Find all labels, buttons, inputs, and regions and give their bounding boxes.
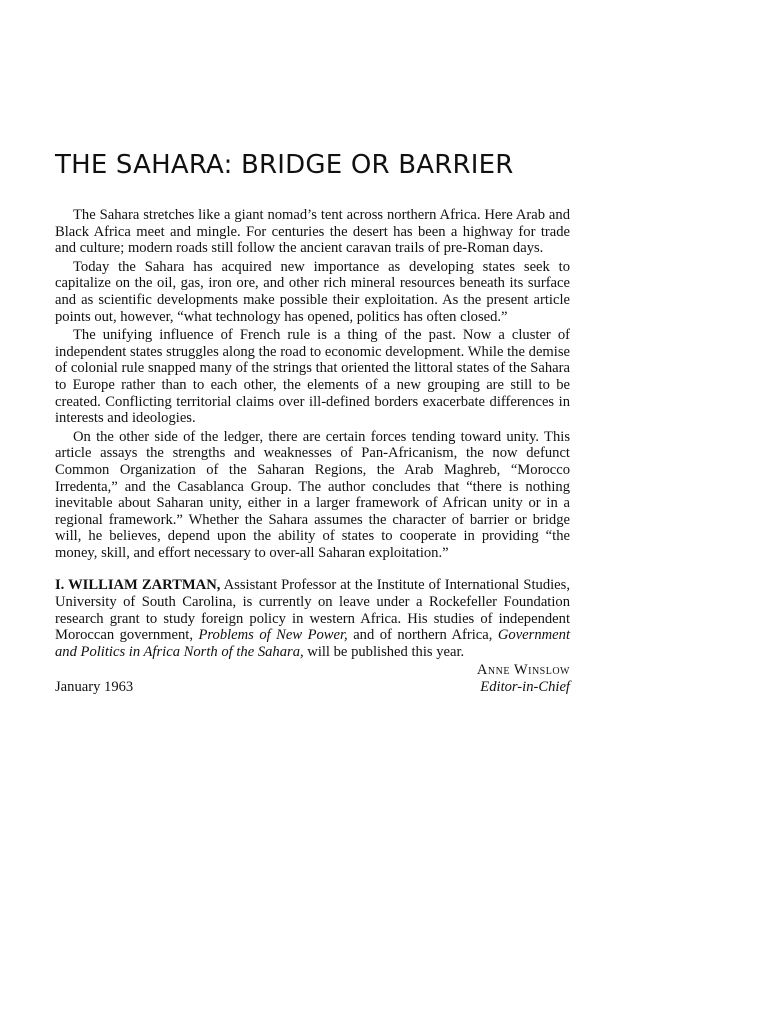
editor-title: Editor-in-Chief — [480, 679, 570, 696]
author-name: I. WILLIAM ZARTMAN, — [55, 577, 221, 594]
bio-text-1: Assistant Professor at the Institute of International Studies, University of South Carolina, is currently on leave under a Rockefeller Foundation research grant to study foreign policy in western Africa. His studies of independent Moroccan government, — [55, 577, 570, 644]
article-intro — [55, 207, 570, 702]
intro-paragraph-1: The Sahara stretches like a giant nomad’s tent across northern Africa. Here Arab and Black Africa meet and mingle. For centuries the desert has been a highway for trade and culture; modern roads still follow the ancient caravan trails of pre-Roman days. — [55, 207, 570, 257]
intro-paragraph-4: On the other side of the ledger, there are certain forces tending toward unity. This article assays the strengths and weaknesses of Pan-Africanism, the now defunct Common Organization of the Saharan Regions, the Arab Maghreb, “Morocco Irredenta,” and the Casablanca Group. The author concludes that “there is nothing inevitable about Saharan unity, either in a larger framework of African unity or in a regional framework.” Whether the Sahara assumes the character of barrier or bridge will, he believes, depend upon the ability of states to cooperate in providing “the money, skill, and effort necessary to over-all Saharan exploitation.” — [55, 428, 570, 561]
editor-name: Anne Winslow — [476, 662, 570, 679]
signoff — [55, 662, 570, 702]
intro-paragraph-3: The unifying influence of French rule is a thing of the past. Now a cluster of independent states struggles along the road to economic development. While the demise of colonial rule snapped many of the strings that oriented the littoral states of the Sahara to Europe rather than to each other, the elements of a new grouping are still to be created. Conflicting territorial claims over ill-defined borders exacerbate differences in interests and ideologies. — [55, 327, 570, 427]
intro-paragraph-2: Today the Sahara has acquired new importance as developing states seek to capitalize on the oil, gas, iron ore, and other rich mineral resources beneath its surface and as scientific developments make possible their exploitation. As the present article points out, however, “what technology has opened, politics has often closed.” — [55, 258, 570, 325]
book-title-1: Problems of New Power, — [198, 627, 348, 644]
book-title-2: Government and Politics in Africa North of the Sahara, — [55, 627, 570, 660]
bio-text-3: will be published this year. — [303, 643, 465, 660]
issue-date: January 1963 — [55, 679, 134, 696]
author-bio — [55, 577, 570, 660]
page-title: THE SAHARA: BRIDGE OR BARRIER — [55, 150, 514, 180]
bio-text-2: and of northern Africa, — [347, 627, 498, 644]
